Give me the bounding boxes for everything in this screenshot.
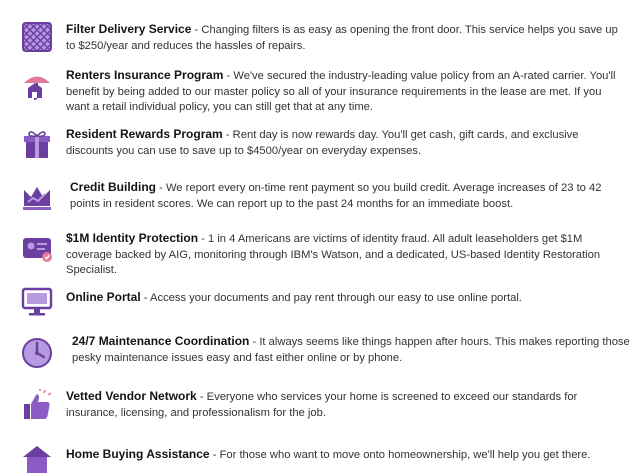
item-title: Renters Insurance Program [66,68,224,82]
item-text: Online Portal - Access your documents and pay rent through our easy to use online portal. [66,290,522,304]
filter-grid-icon [20,20,54,54]
umbrella-house-icon [20,68,54,102]
monitor-icon [20,284,54,318]
item-desc: We've secured the industry-leading value policy from an A-rated carrier. You'll benefit by being added to our master policy so all of your insurance requirements in the lease are met. If you want a retail individual policy, you can still get that at any time. [66,70,616,113]
item-desc: 1 in 4 Americans are victims of identity fraud. All adult leaseholders get $1M coverage backed by AIG, monitoring through IBM's Watson, and a dedicated, US-based Identity Restoration Specialist. [66,233,601,276]
item-desc: For those who want to move onto homeownership, we'll help you get there. [219,449,591,461]
item-desc: Rent day is now rewards day. You'll get cash, gift cards, and exclusive discounts you can use to save up to $4500/year on everyday expenses. [66,129,579,157]
item-title: Vetted Vendor Network [66,389,197,403]
item-title: 24/7 Maintenance Coordination [72,334,250,348]
crown-chart-icon [20,180,54,214]
item-text: $1M Identity Protection - 1 in 4 Americans are victims of identity fraud. All adult leaseholders get $1M coverage backed by AIG, monitoring through IBM's Watson, and a dedicated, US-based Identity Restoration Specialist. [66,231,601,276]
item-title: Home Buying Assistance [66,447,210,461]
item-text: Home Buying Assistance - For those who want to move onto homeownership, we'll help you get there. [66,447,591,461]
item-text: Vetted Vendor Network - Everyone who services your home is screened to exceed our standards for insurance, licensing, and professionalism for the job. [66,389,578,419]
item-title: $1M Identity Protection [66,231,199,245]
item-desc: Everyone who services your home is screened to exceed our standards for insurance, licensing, and professionalism for the job. [66,391,578,419]
item-desc: Changing filters is as easy as opening the front door. This service helps you save up to $250/year and reduces the hassles of repairs. [66,24,618,52]
item-desc: We report every on-time rent payment so you build credit. Average increases of 23 to 42 points in resident scores. We can report up to the past 24 months for an immediate boost. [70,182,602,210]
item-text: Resident Rewards Program - Rent day is now rewards day. You'll get cash, gift cards, and exclusive discounts you can use to save up to $4500/year on everyday expenses. [66,127,579,157]
item-title: Credit Building [70,180,156,194]
clock-icon [20,336,54,370]
item-text: Filter Delivery Service - Changing filters is as easy as opening the front door. This service helps you save up to $250/year and reduces the hassles of repairs. [66,22,618,52]
item-title: Resident Rewards Program [66,127,223,141]
item-desc: Access your documents and pay rent through our easy to use online portal. [150,292,522,304]
id-card-icon [20,231,54,265]
item-title: Filter Delivery Service [66,22,192,36]
item-text: 24/7 Maintenance Coordination - It always seems like things happen after hours. This makes reporting those pesky maintenance issues easy and fast either online or by phone. [72,334,630,364]
item-title: Online Portal [66,290,141,304]
thumbs-up-icon [20,389,54,423]
gift-icon [20,127,54,161]
item-desc: It always seems like things happen after hours. This makes reporting those pesky maintenance issues easy and fast either online or by phone. [72,336,630,364]
item-text: Renters Insurance Program - We've secured the industry-leading value policy from an A-rated carrier. You'll benefit by being added to our master policy so all of your insurance requirements in the lease are met. If you want a retail individual policy, you can still get that at any time. [66,68,616,113]
home-icon [20,442,54,476]
item-text: Credit Building - We report every on-time rent payment so you build credit. Average increases of 23 to 42 points in resident scores. We can report up to the past 24 months for an immediate boost. [70,180,602,210]
